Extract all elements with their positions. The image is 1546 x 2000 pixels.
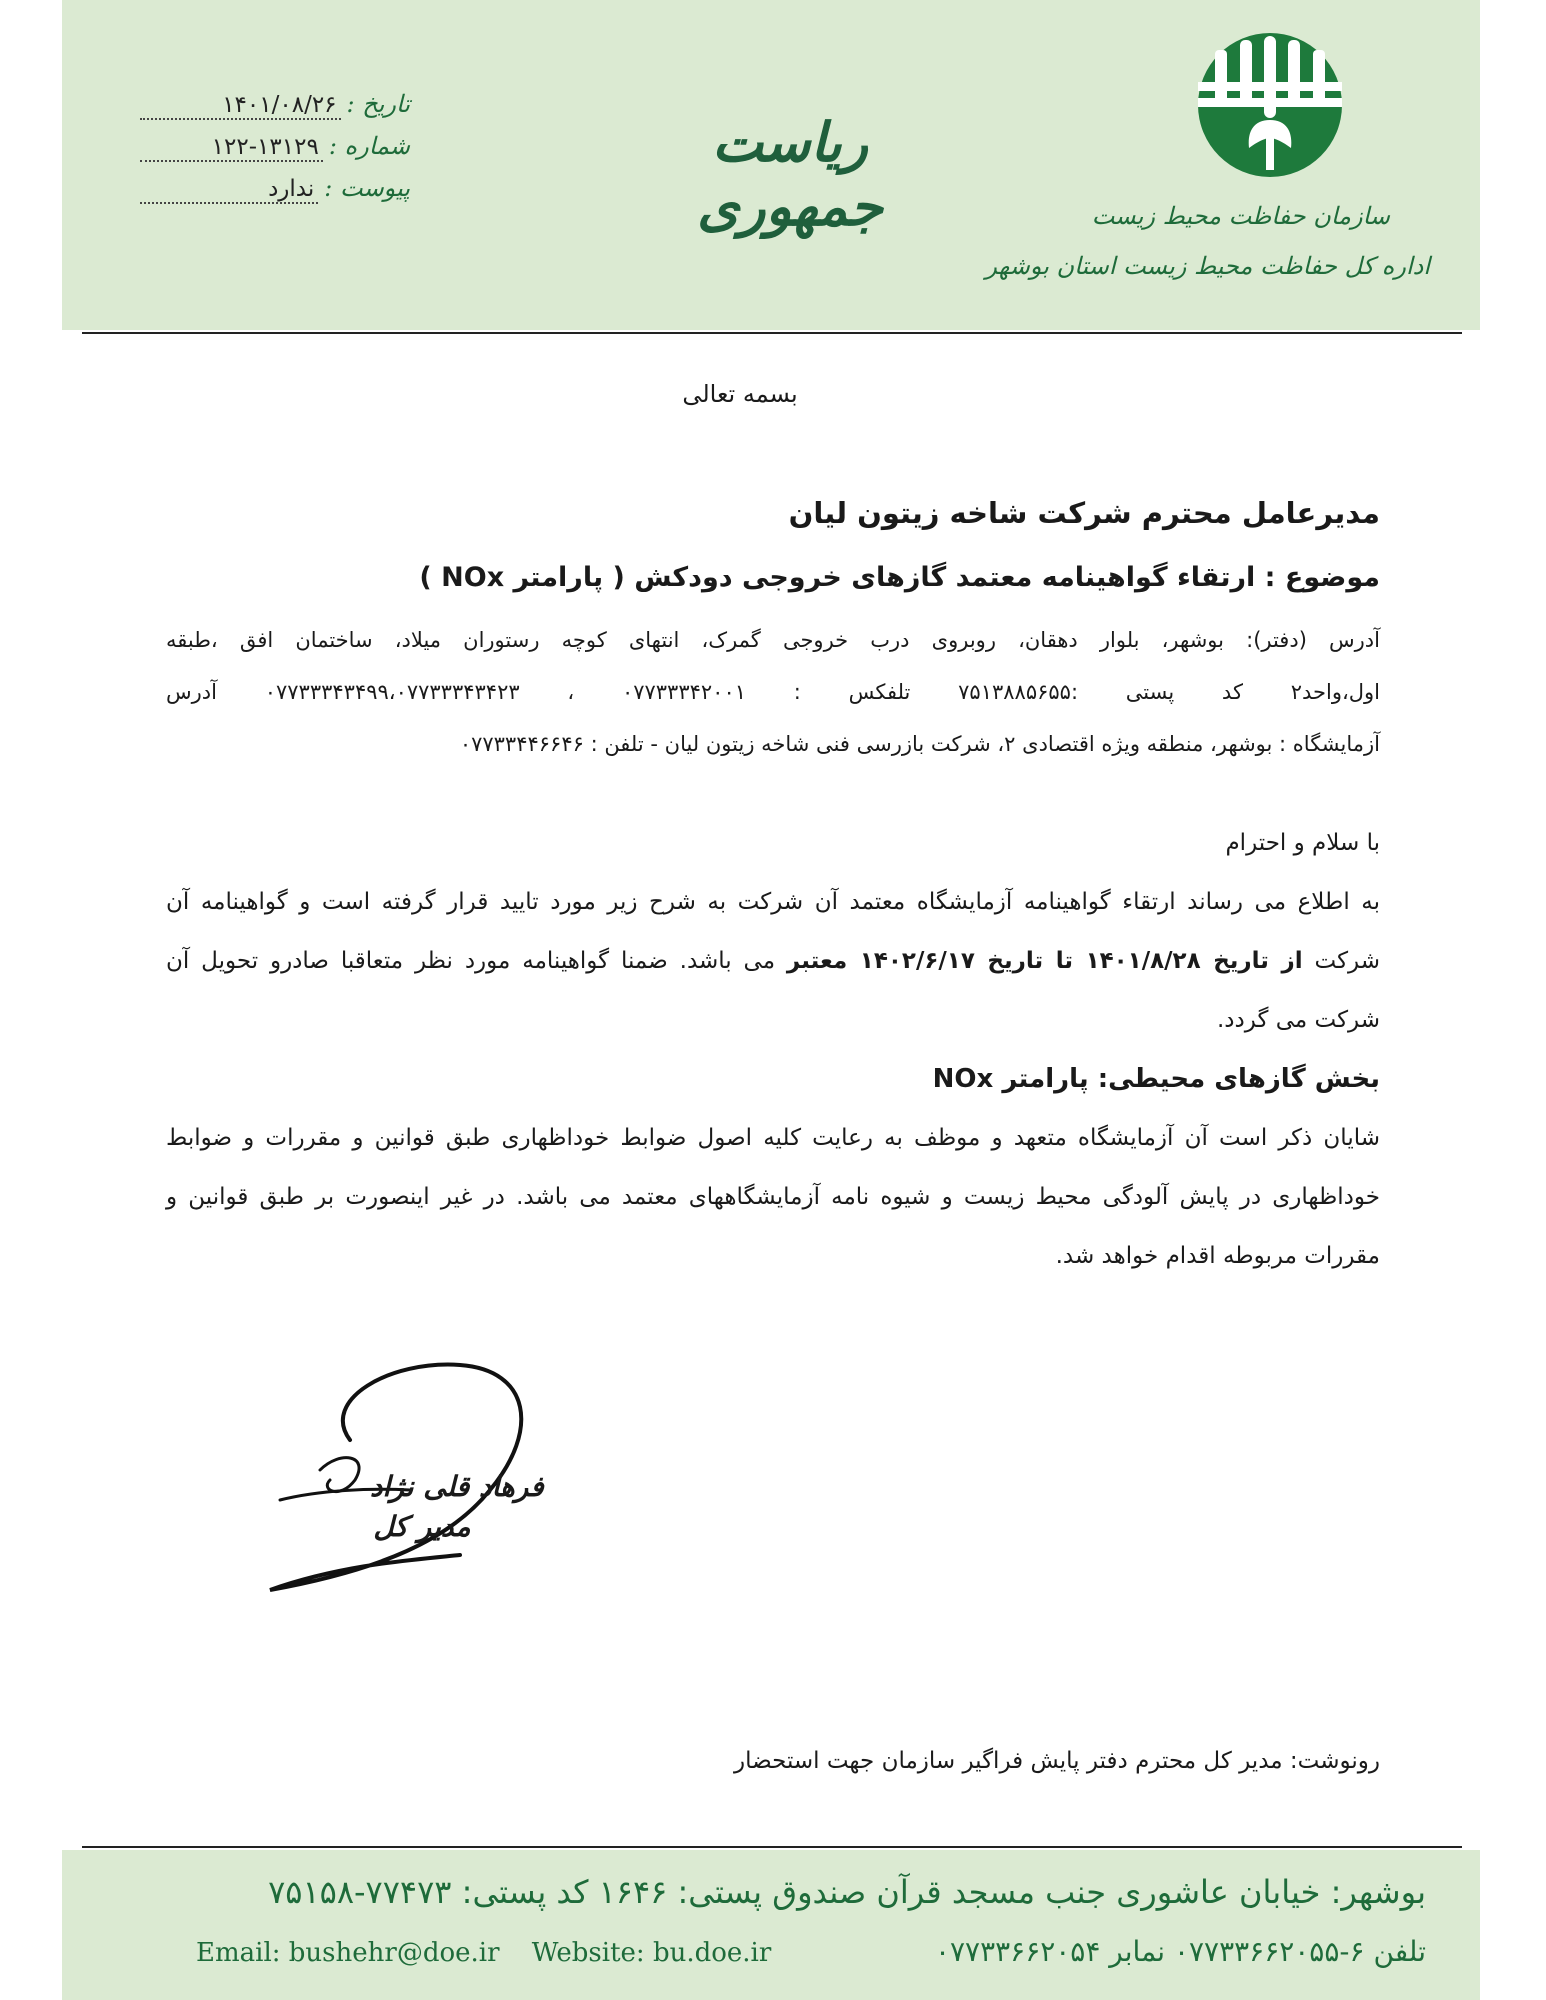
attachment-label: پیوست : [324, 174, 410, 202]
paragraph-line: مقررات مربوطه اقدام خواهد شد. [1055, 1243, 1380, 1269]
org-name: سازمان حفاظت محیط زیست [1091, 202, 1390, 230]
number-row [140, 132, 410, 174]
signatory-title: مدیر کل [373, 1510, 471, 1543]
logo [985, 30, 1430, 290]
department-name: اداره کل حفاظت محیط زیست استان بوشهر [985, 252, 1430, 280]
address-line: آدرس (دفتر): بوشهر، بلوار دهقان، روبروی درب خروجی گمرک، انتهای کوچه رستوران میلاد، ساختمان افق ،طبقه [166, 628, 1380, 652]
website-link[interactable]: Website: bu.doe.ir [531, 1938, 772, 1968]
date-value: ۱۴۰۱/۰۸/۲۶ [140, 92, 341, 120]
date-label: تاریخ : [346, 90, 410, 118]
footer-contacts [196, 1938, 795, 1968]
address-line: اول،واحد۲ کد پستی :۷۵۱۳۸۸۵۶۵۵ تلفکس : ۰۷۷۳۳۳۴۲۰۰۱ ، ۰۷۷۳۳۳۴۳۴۹۹،۰۷۷۳۳۳۴۳۴۲۳ آدرس [166, 680, 1380, 704]
number-value: ۱۲۲-۱۳۱۲۹ [140, 134, 323, 162]
date-row [140, 90, 410, 132]
attachment-row [140, 174, 410, 216]
footer-phone: تلفن ۶-۰۷۷۳۳۶۶۲۰۵۵ نمابر ۰۷۷۳۳۶۶۲۰۵۴ [934, 1935, 1426, 1968]
greeting: با سلام و احترام [1225, 830, 1380, 856]
paragraph-line: شایان ذکر است آن آزمایشگاه متعهد و موظف به رعایت کلیه اصول ضوابط خوداظهاری طبق قوانین و مقررات و ضوابط [166, 1125, 1380, 1151]
letter-meta [140, 90, 410, 216]
email-link[interactable]: Email: bushehr@doe.ir [196, 1938, 500, 1968]
paragraph-text: می باشد. ضمنا گواهینامه مورد نظر متعاقبا صادرو تحویل آن [166, 948, 787, 974]
paragraph-line: شرکت می گردد. [1216, 1007, 1380, 1033]
attachment-value: ندارد [140, 176, 318, 204]
carbon-copy: رونوشت: مدیر کل محترم دفتر پایش فراگیر سازمان جهت استحضار [734, 1748, 1380, 1774]
addressee: مدیرعامل محترم شرکت شاخه زیتون لیان [788, 496, 1380, 530]
section-title: بخش گازهای محیطی: پارامتر NOx [932, 1064, 1380, 1094]
subject: موضوع : ارتقاء گواهینامه معتمد گازهای خروجی دودکش ( پارامتر NOx ) [419, 562, 1380, 593]
signatory-name: فرهاد قلی نژاد [370, 1470, 544, 1503]
footer-divider [82, 1846, 1462, 1848]
paragraph-line: خوداظهاری در پایش آلودگی محیط زیست و شیوه نامه آزمایشگاههای معتمد می باشد. در غیر اینصورت بر طبق قوانین و [166, 1184, 1380, 1210]
header-divider [82, 332, 1462, 334]
company-address [166, 614, 1380, 770]
address-line: آزمایشگاه : بوشهر، منطقه ویژه اقتصادی ۲، شرکت بازرسی فنی شاخه زیتون لیان - تلفن : ۰۷۷۳۳۴۴۶۶۴۶ [459, 732, 1380, 756]
invocation: بسمه تعالی [682, 380, 798, 408]
paragraph-text: شرکت [1302, 948, 1380, 974]
letter-body [166, 814, 1380, 1286]
paragraph-line [166, 932, 1380, 991]
validity-period: از تاریخ ۱۴۰۱/۸/۲۸ تا تاریخ ۱۴۰۲/۶/۱۷ معتبر [786, 948, 1303, 974]
number-label: شماره : [328, 132, 410, 160]
presidency-title: ریاست جمهوری [697, 110, 883, 238]
footer-address: بوشهر: خیابان عاشوری جنب مسجد قرآن صندوق پستی: ۱۶۴۶ کد پستی: ۷۷۴۷۳-۷۵۱۵۸ [268, 1873, 1426, 1911]
doe-emblem-icon [1195, 30, 1345, 180]
paragraph-line: به اطلاع می رساند ارتقاء گواهینامه آزمایشگاه معتمد آن شرکت به شرح زیر مورد تایید قرار گرفته است و گواهینامه آن [166, 889, 1380, 915]
